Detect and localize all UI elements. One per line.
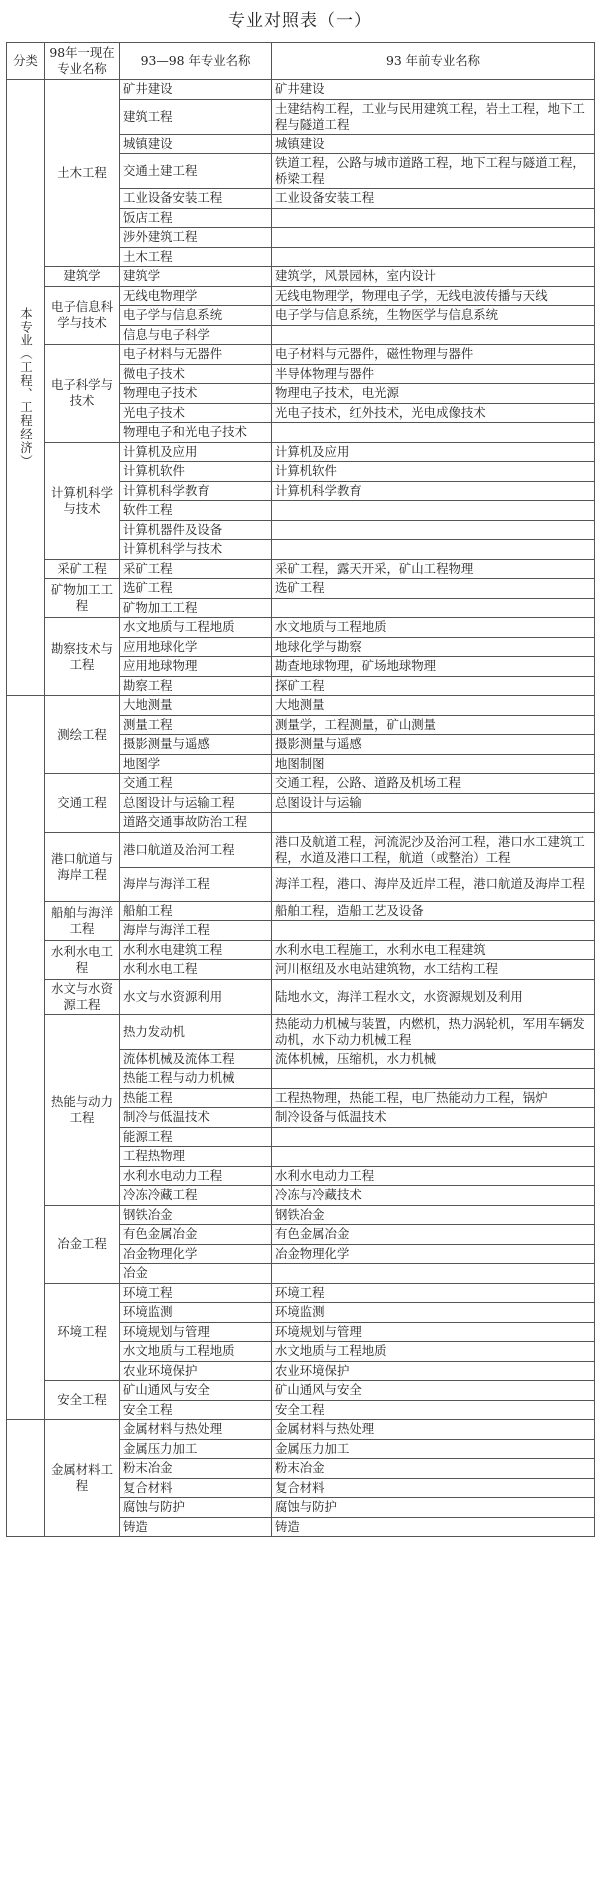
- category-cell: [7, 1420, 45, 1537]
- major-pre-93-cell: 工程热物理，热能工程，电厂热能动力工程，锅炉: [272, 1088, 595, 1108]
- table-row: [7, 696, 595, 716]
- major-pre-93-cell: 农业环境保护: [272, 1361, 595, 1381]
- major-93-98-cell: 环境工程: [120, 1283, 272, 1303]
- major-93-98-cell: 热能工程: [120, 1088, 272, 1108]
- major-93-98-cell: 冶金物理化学: [120, 1244, 272, 1264]
- major-pre-93-cell: 计算机软件: [272, 462, 595, 482]
- major-93-98-cell: 电子材料与无器件: [120, 345, 272, 365]
- major-pre-93-cell: 腐蚀与防护: [272, 1498, 595, 1518]
- major-pre-93-cell: 冷冻与冷藏技术: [272, 1186, 595, 1206]
- major-pre-93-cell: [272, 247, 595, 267]
- major-pre-93-cell: [272, 228, 595, 248]
- major-93-98-cell: 光电子技术: [120, 403, 272, 423]
- table-row: [7, 774, 595, 794]
- major-93-98-cell: 农业环境保护: [120, 1361, 272, 1381]
- table-row: [7, 267, 595, 287]
- table-row: [7, 345, 595, 365]
- major-98-cell: 水文与水资源工程: [45, 979, 120, 1014]
- major-93-98-cell: 应用地球物理: [120, 657, 272, 677]
- major-93-98-cell: 大地测量: [120, 696, 272, 716]
- major-98-cell: 环境工程: [45, 1283, 120, 1381]
- major-93-98-cell: 物理电子技术: [120, 384, 272, 404]
- major-pre-93-cell: 勘查地球物理，矿场地球物理: [272, 657, 595, 677]
- table-row: [7, 832, 595, 867]
- table-row: [7, 901, 595, 921]
- major-pre-93-cell: [272, 423, 595, 443]
- major-93-98-cell: 港口航道及治河工程: [120, 832, 272, 867]
- table-row: [7, 1283, 595, 1303]
- table-row: [7, 286, 595, 306]
- major-93-98-cell: 电子学与信息系统: [120, 306, 272, 326]
- major-pre-93-cell: 土建结构工程，工业与民用建筑工程，岩土工程，地下工程与隧道工程: [272, 99, 595, 134]
- major-93-98-cell: 有色金属冶金: [120, 1225, 272, 1245]
- major-93-98-cell: 海岸与海洋工程: [120, 867, 272, 901]
- major-98-cell: 船舶与海洋工程: [45, 901, 120, 940]
- major-93-98-cell: 计算机科学教育: [120, 481, 272, 501]
- major-93-98-cell: 微电子技术: [120, 364, 272, 384]
- major-93-98-cell: 建筑工程: [120, 99, 272, 134]
- major-93-98-cell: 能源工程: [120, 1127, 272, 1147]
- major-98-cell: 电子信息科学与技术: [45, 286, 120, 345]
- major-pre-93-cell: 陆地水文，海洋工程水文，水资源规划及利用: [272, 979, 595, 1014]
- table-row: [7, 579, 595, 599]
- major-93-98-cell: 粉末冶金: [120, 1459, 272, 1479]
- major-93-98-cell: 勘察工程: [120, 676, 272, 696]
- major-pre-93-cell: 港口及航道工程，河流泥沙及治河工程，港口水工建筑工程，水道及港口工程，航道（或整治）工程: [272, 832, 595, 867]
- major-98-cell: 电子科学与技术: [45, 345, 120, 443]
- table-row: [7, 618, 595, 638]
- major-93-98-cell: 交通工程: [120, 774, 272, 794]
- major-pre-93-cell: 矿井建设: [272, 80, 595, 100]
- major-98-cell: 交通工程: [45, 774, 120, 833]
- major-pre-93-cell: [272, 208, 595, 228]
- major-comparison-table: [6, 42, 595, 1537]
- major-pre-93-cell: [272, 1127, 595, 1147]
- table-body: [7, 80, 595, 1537]
- major-93-98-cell: 物理电子和光电子技术: [120, 423, 272, 443]
- major-pre-93-cell: 总图设计与运输: [272, 793, 595, 813]
- major-98-cell: 港口航道与海岸工程: [45, 832, 120, 901]
- major-pre-93-cell: 测量学，工程测量，矿山测量: [272, 715, 595, 735]
- major-pre-93-cell: 无线电物理学，物理电子学，无线电波传播与天线: [272, 286, 595, 306]
- table-row: [7, 1381, 595, 1401]
- major-pre-93-cell: 铸造: [272, 1517, 595, 1537]
- major-93-98-cell: 金属压力加工: [120, 1439, 272, 1459]
- major-93-98-cell: 测量工程: [120, 715, 272, 735]
- major-pre-93-cell: [272, 921, 595, 941]
- major-93-98-cell: 采矿工程: [120, 559, 272, 579]
- major-93-98-cell: 铸造: [120, 1517, 272, 1537]
- major-93-98-cell: 安全工程: [120, 1400, 272, 1420]
- major-pre-93-cell: [272, 813, 595, 833]
- major-93-98-cell: 工程热物理: [120, 1147, 272, 1167]
- major-93-98-cell: 道路交通事故防治工程: [120, 813, 272, 833]
- major-pre-93-cell: 铁道工程，公路与城市道路工程，地下工程与隧道工程，桥梁工程: [272, 154, 595, 189]
- category-cell: [7, 696, 45, 1420]
- major-93-98-cell: 热能工程与动力机械: [120, 1069, 272, 1089]
- major-pre-93-cell: 建筑学，风景园林，室内设计: [272, 267, 595, 287]
- major-pre-93-cell: 采矿工程，露天开采，矿山工程物理: [272, 559, 595, 579]
- major-98-cell: 矿物加工工程: [45, 579, 120, 618]
- major-93-98-cell: 水文与水资源利用: [120, 979, 272, 1014]
- major-pre-93-cell: [272, 540, 595, 560]
- major-pre-93-cell: 船舶工程，造船工艺及设备: [272, 901, 595, 921]
- major-pre-93-cell: 水利水电动力工程: [272, 1166, 595, 1186]
- table-row: [7, 80, 595, 100]
- major-pre-93-cell: 冶金物理化学: [272, 1244, 595, 1264]
- major-pre-93-cell: 河川枢纽及水电站建筑物，水工结构工程: [272, 960, 595, 980]
- table-row: [7, 1420, 595, 1440]
- major-98-cell: 安全工程: [45, 1381, 120, 1420]
- major-93-98-cell: 金属材料与热处理: [120, 1420, 272, 1440]
- major-pre-93-cell: [272, 1264, 595, 1284]
- major-pre-93-cell: 水利水电工程施工，水利水电工程建筑: [272, 940, 595, 960]
- major-98-cell: 测绘工程: [45, 696, 120, 774]
- major-pre-93-cell: 计算机科学教育: [272, 481, 595, 501]
- major-93-98-cell: 地图学: [120, 754, 272, 774]
- major-93-98-cell: 涉外建筑工程: [120, 228, 272, 248]
- major-93-98-cell: 矿山通风与安全: [120, 1381, 272, 1401]
- major-98-cell: 计算机科学与技术: [45, 442, 120, 559]
- major-98-cell: 建筑学: [45, 267, 120, 287]
- major-pre-93-cell: 安全工程: [272, 1400, 595, 1420]
- major-pre-93-cell: 工业设备安装工程: [272, 189, 595, 209]
- major-93-98-cell: 选矿工程: [120, 579, 272, 599]
- major-93-98-cell: 冶金: [120, 1264, 272, 1284]
- major-93-98-cell: 计算机科学与技术: [120, 540, 272, 560]
- major-98-cell: 采矿工程: [45, 559, 120, 579]
- major-93-98-cell: 腐蚀与防护: [120, 1498, 272, 1518]
- major-pre-93-cell: 钢铁冶金: [272, 1205, 595, 1225]
- major-93-98-cell: 海岸与海洋工程: [120, 921, 272, 941]
- major-93-98-cell: 热力发动机: [120, 1014, 272, 1049]
- major-pre-93-cell: 矿山通风与安全: [272, 1381, 595, 1401]
- category-cell: 本专业（工程、工程经济）: [7, 80, 45, 696]
- major-pre-93-cell: [272, 520, 595, 540]
- major-93-98-cell: 水利水电工程: [120, 960, 272, 980]
- major-93-98-cell: 船舶工程: [120, 901, 272, 921]
- table-row: [7, 1014, 595, 1049]
- major-pre-93-cell: 城镇建设: [272, 134, 595, 154]
- table-row: [7, 940, 595, 960]
- major-pre-93-cell: 大地测量: [272, 696, 595, 716]
- major-93-98-cell: 计算机软件: [120, 462, 272, 482]
- header-major-98: 98年一现在专业名称: [45, 43, 120, 80]
- header-category: 分类: [7, 43, 45, 80]
- major-93-98-cell: 城镇建设: [120, 134, 272, 154]
- major-93-98-cell: 水文地质与工程地质: [120, 1342, 272, 1362]
- major-pre-93-cell: 物理电子技术，电光源: [272, 384, 595, 404]
- table-row: [7, 979, 595, 1014]
- header-major-pre-93: 93 年前专业名称: [272, 43, 595, 80]
- major-pre-93-cell: 热能动力机械与装置，内燃机，热力涡轮机，军用车辆发动机，水下动力机械工程: [272, 1014, 595, 1049]
- major-pre-93-cell: 摄影测量与遥感: [272, 735, 595, 755]
- major-93-98-cell: 矿井建设: [120, 80, 272, 100]
- major-93-98-cell: 交通土建工程: [120, 154, 272, 189]
- major-pre-93-cell: 制冷设备与低温技术: [272, 1108, 595, 1128]
- major-pre-93-cell: 探矿工程: [272, 676, 595, 696]
- major-93-98-cell: 无线电物理学: [120, 286, 272, 306]
- major-pre-93-cell: 交通工程，公路、道路及机场工程: [272, 774, 595, 794]
- major-93-98-cell: 制冷与低温技术: [120, 1108, 272, 1128]
- major-pre-93-cell: [272, 501, 595, 521]
- major-93-98-cell: 软件工程: [120, 501, 272, 521]
- major-93-98-cell: 总图设计与运输工程: [120, 793, 272, 813]
- major-93-98-cell: 复合材料: [120, 1478, 272, 1498]
- header-row: [7, 43, 595, 80]
- major-pre-93-cell: 水文地质与工程地质: [272, 618, 595, 638]
- major-pre-93-cell: 环境工程: [272, 1283, 595, 1303]
- table-row: [7, 442, 595, 462]
- major-93-98-cell: 水利水电建筑工程: [120, 940, 272, 960]
- major-pre-93-cell: [272, 325, 595, 345]
- major-pre-93-cell: 地球化学与勘察: [272, 637, 595, 657]
- page-title: 专业对照表（一）: [228, 11, 372, 31]
- major-93-98-cell: 应用地球化学: [120, 637, 272, 657]
- major-98-cell: 冶金工程: [45, 1205, 120, 1283]
- table-row: [7, 1205, 595, 1225]
- major-93-98-cell: 计算机器件及设备: [120, 520, 272, 540]
- major-pre-93-cell: 计算机及应用: [272, 442, 595, 462]
- major-pre-93-cell: [272, 1147, 595, 1167]
- major-98-cell: 热能与动力工程: [45, 1014, 120, 1205]
- major-pre-93-cell: 粉末冶金: [272, 1459, 595, 1479]
- header-major-93-98: 93—98 年专业名称: [120, 43, 272, 80]
- major-pre-93-cell: 金属压力加工: [272, 1439, 595, 1459]
- major-93-98-cell: 流体机械及流体工程: [120, 1049, 272, 1069]
- major-pre-93-cell: 环境监测: [272, 1303, 595, 1323]
- major-93-98-cell: 钢铁冶金: [120, 1205, 272, 1225]
- major-pre-93-cell: 海洋工程，港口、海岸及近岸工程，港口航道及海岸工程: [272, 867, 595, 901]
- major-pre-93-cell: [272, 598, 595, 618]
- major-pre-93-cell: 光电子技术，红外技术，光电成像技术: [272, 403, 595, 423]
- major-pre-93-cell: 地图制图: [272, 754, 595, 774]
- major-98-cell: 土木工程: [45, 80, 120, 267]
- major-93-98-cell: 环境规划与管理: [120, 1322, 272, 1342]
- major-pre-93-cell: 水文地质与工程地质: [272, 1342, 595, 1362]
- major-pre-93-cell: 半导体物理与器件: [272, 364, 595, 384]
- major-93-98-cell: 信息与电子科学: [120, 325, 272, 345]
- major-pre-93-cell: 流体机械，压缩机，水力机械: [272, 1049, 595, 1069]
- major-93-98-cell: 建筑学: [120, 267, 272, 287]
- major-pre-93-cell: 复合材料: [272, 1478, 595, 1498]
- major-98-cell: 水利水电工程: [45, 940, 120, 979]
- major-pre-93-cell: 有色金属冶金: [272, 1225, 595, 1245]
- major-93-98-cell: 水利水电动力工程: [120, 1166, 272, 1186]
- major-93-98-cell: 水文地质与工程地质: [120, 618, 272, 638]
- major-93-98-cell: 矿物加工工程: [120, 598, 272, 618]
- major-pre-93-cell: 电子学与信息系统，生物医学与信息系统: [272, 306, 595, 326]
- major-93-98-cell: 环境监测: [120, 1303, 272, 1323]
- major-pre-93-cell: 电子材料与元器件，磁性物理与器件: [272, 345, 595, 365]
- major-93-98-cell: 摄影测量与遥感: [120, 735, 272, 755]
- major-98-cell: 金属材料工程: [45, 1420, 120, 1537]
- major-93-98-cell: 冷冻冷藏工程: [120, 1186, 272, 1206]
- major-98-cell: 勘察技术与工程: [45, 618, 120, 696]
- major-93-98-cell: 饭店工程: [120, 208, 272, 228]
- major-pre-93-cell: 选矿工程: [272, 579, 595, 599]
- major-pre-93-cell: [272, 1069, 595, 1089]
- table-row: [7, 559, 595, 579]
- major-pre-93-cell: 环境规划与管理: [272, 1322, 595, 1342]
- major-93-98-cell: 工业设备安装工程: [120, 189, 272, 209]
- major-93-98-cell: 土木工程: [120, 247, 272, 267]
- major-93-98-cell: 计算机及应用: [120, 442, 272, 462]
- major-pre-93-cell: 金属材料与热处理: [272, 1420, 595, 1440]
